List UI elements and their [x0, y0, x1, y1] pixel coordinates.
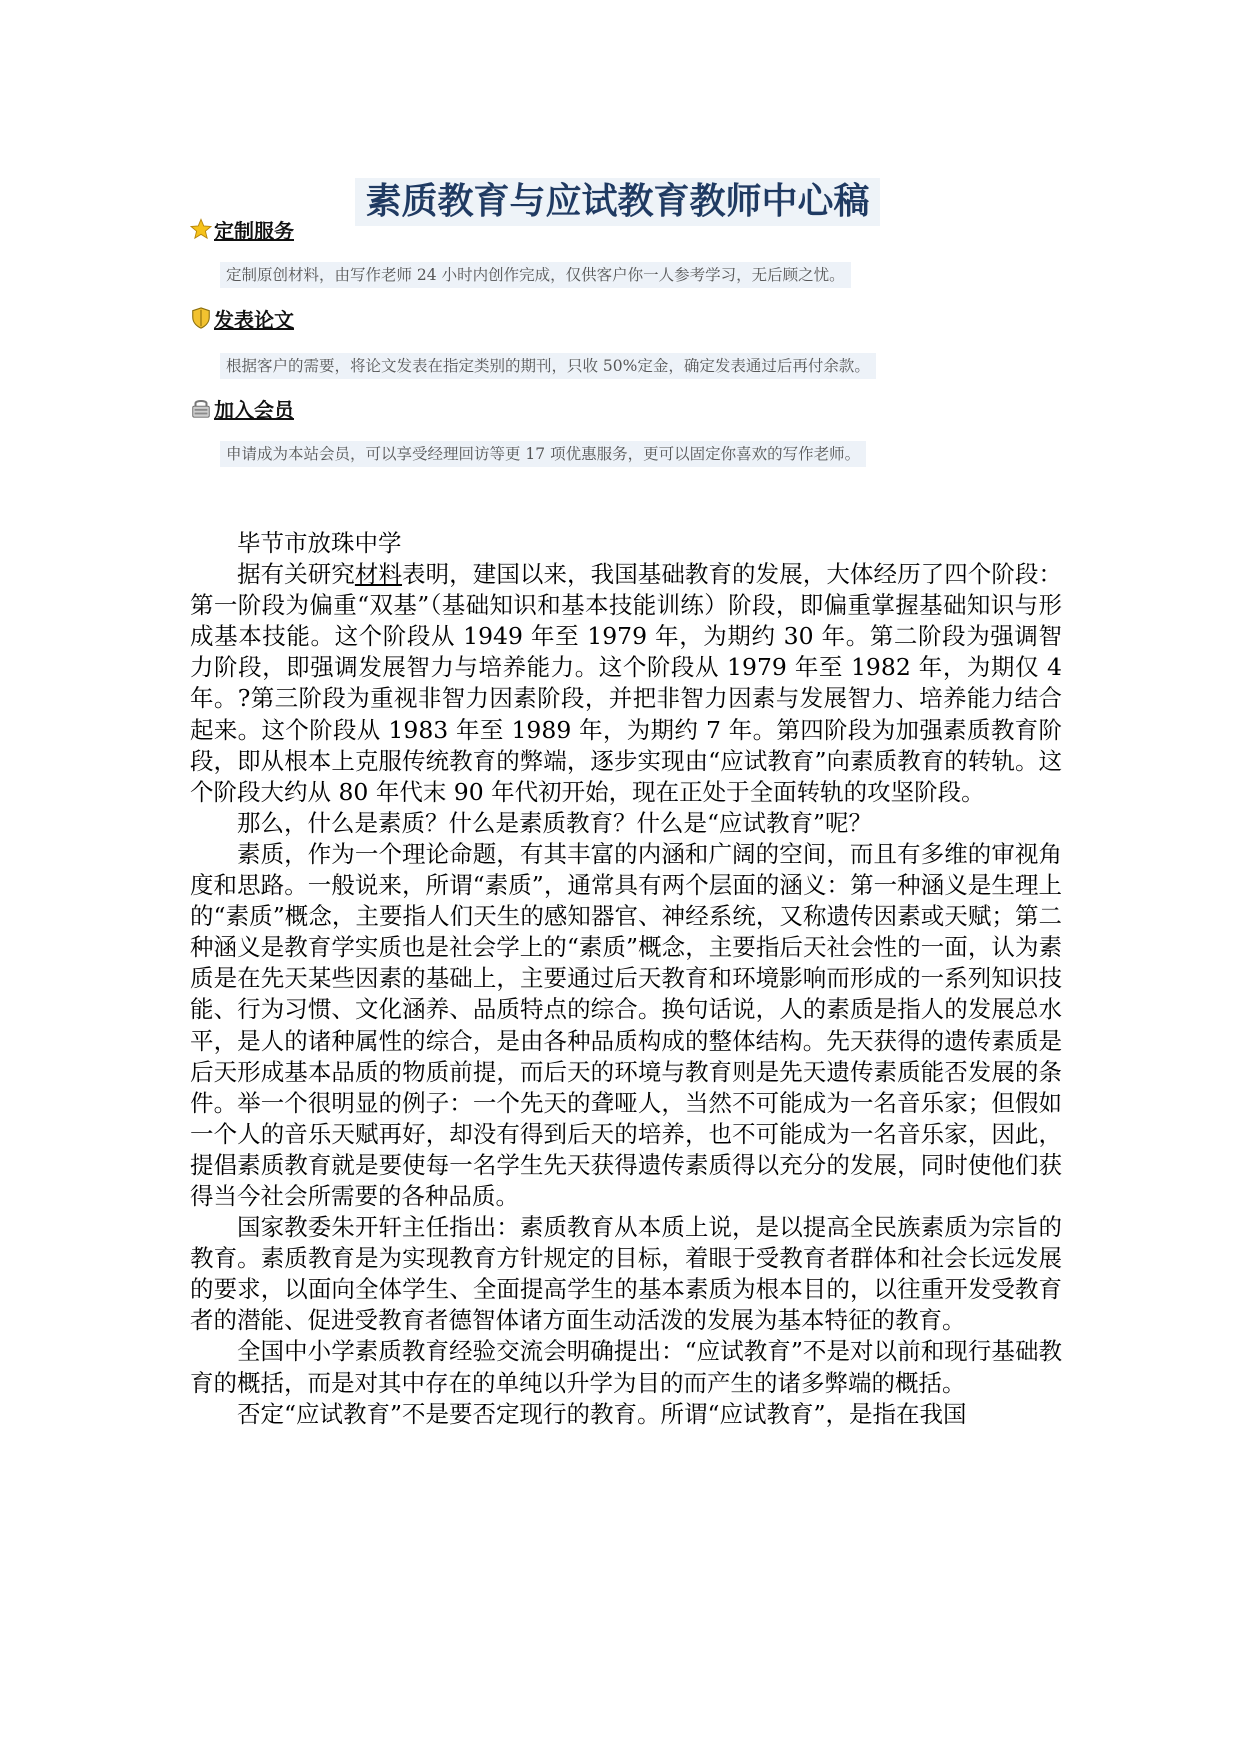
document-title: 素质教育与应试教育教师中心稿 — [355, 178, 880, 226]
paragraph-negation: 否定“应试教育”不是要否定现行的教育。所谓“应试教育”，是指在我国 — [237, 1399, 967, 1428]
service-custom-header[interactable] — [190, 214, 294, 244]
paragraph-question: 那么，什么是素质？什么是素质教育？什么是“应试教育”呢？ — [237, 808, 873, 837]
star-icon — [190, 218, 212, 240]
service-publish-link[interactable]: 发表论文 — [214, 307, 294, 332]
article-body — [190, 528, 1062, 1430]
service-member-header[interactable] — [190, 393, 294, 423]
service-custom-desc: 定制原创材料，由写作老师 24 小时内创作完成，仅供客户你一人参考学习，无后顾之忧。 — [220, 262, 851, 288]
paragraph-stages-text: 表明，建国以来，我国基础教育的发展，大体经历了四个阶段：第一阶段为偏重“双基”（基础知识和基本技能训练）阶段，即偏重掌握基础知识与形成基本技能。这个阶段从 1949 年至 1979 年，为期约 30 年。第二阶段为强调智力阶段，即强调发展智力与培养能力。这个阶段从 1979 年至 1982 年，为期仅 4 年。?第三阶段为重视非智力因素阶段，并把非智力因素与发展智力、培养能力结合起来。这个阶段从 1983 年至 1989 年，为期约 7 年。第四阶段为加强素质教育阶段，即从根本上克服传统教育的弊端，逐步实现由“应试教育”向素质教育的转轨。这个阶段大约从 80 年代末 90 年代初开始，现在正处于全面转轨的攻坚阶段。 — [190, 560, 1063, 806]
paragraph-quality-definition: 素质，作为一个理论命题，有其丰富的内涵和广阔的空间，而且有多维的审视角度和思路。一般说来，所谓“素质”，通常具有两个层面的涵义：第一种涵义是生理上的“素质”概念，主要指人们天生的感知器官、神经系统，又称遗传因素或天赋；第二种涵义是教育学实质也是社会学上的“素质”概念，主要指后天社会性的一面，认为素质是在先天某些因素的基础上，主要通过后天教育和环境影响而形成的一系列知识技能、行为习惯、文化涵养、品质特点的综合。换句话说，人的素质是指人的发展总水平，是人的诸种属性的综合，是由各种品质构成的整体结构。先天获得的遗传素质是后天形成基本品质的物质前提，而后天的环境与教育则是先天遗传素质能否发展的条件。举一个很明显的例子：一个先天的聋哑人，当然不可能成为一名音乐家；但假如一个人的音乐天赋再好，却没有得到后天的培养，也不可能成为一名音乐家，因此，提倡素质教育就是要使每一名学生先天获得遗传素质得以充分的发展，同时使他们获得当今社会所需要的各种品质。 — [190, 839, 1062, 1210]
service-publish-desc: 根据客户的需要，将论文发表在指定类别的期刊，只收 50%定金，确定发表通过后再付余款。 — [220, 353, 876, 379]
service-publish-header[interactable] — [190, 303, 294, 333]
service-custom-link[interactable]: 定制服务 — [214, 218, 294, 243]
paragraph-commission: 国家教委朱开轩主任指出：素质教育从本质上说，是以提高全民族素质为宗旨的教育。素质教育是为实现教育方针规定的目标，着眼于受教育者群体和社会长远发展的要求，以面向全体学生、全面提高学生的基本素质为根本目的，以往重开发受教育者的潜能、促进受教育者德智体诸方面生动活泼的发展为基本特征的教育。 — [190, 1213, 1062, 1335]
service-member-desc: 申请成为本站会员，可以享受经理回访等更 17 项优惠服务，更可以固定你喜欢的写作老师。 — [220, 441, 866, 467]
materials-link[interactable]: 材料 — [354, 560, 403, 589]
paragraph-stages — [190, 559, 1062, 808]
lock-icon — [190, 397, 212, 419]
paragraph-conference: 全国中小学素质教育经验交流会明确提出：“应试教育”不是对以前和现行基础教育的概括，而是对其中存在的单纯以升学为目的而产生的诸多弊端的概括。 — [190, 1337, 1062, 1397]
shield-icon — [190, 307, 212, 329]
school-name: 毕节市放珠中学 — [237, 529, 402, 557]
paragraph-stages-prefix: 据有关研究 — [237, 560, 355, 589]
service-member-link[interactable]: 加入会员 — [214, 397, 294, 422]
